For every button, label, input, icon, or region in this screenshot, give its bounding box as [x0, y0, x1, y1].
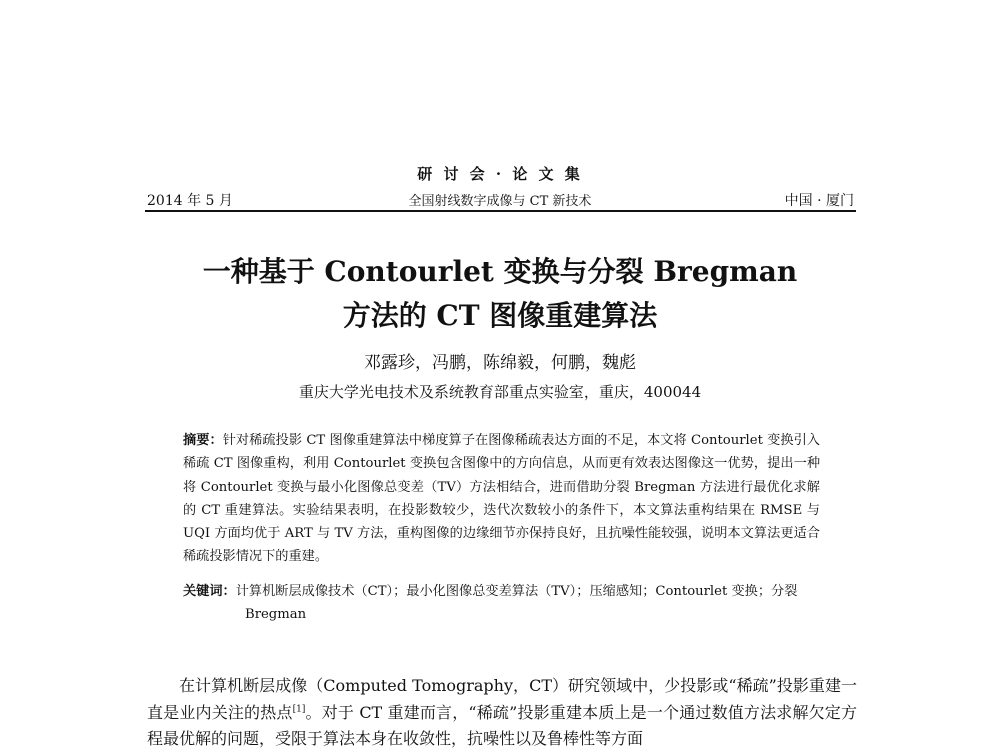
conference-location: 中国 · 厦门 — [784, 193, 854, 209]
affiliation: 重庆大学光电技术及系统教育部重点实验室，重庆，400044 — [298, 383, 702, 401]
abstract — [183, 429, 820, 569]
keywords-text: 计算机断层成像技术（CT）；最小化图像总变差算法（TV）；压缩感知；Contourlet 变换；分裂 Bregman — [235, 584, 798, 623]
abstract-text: 针对稀疏投影 CT 图像重建算法中梯度算子在图像稀疏表达方面的不足，本文将 Contourlet 变换引入稀疏 CT 图像重构，利用 Contourlet 变换包含图像中的方向信息，从而更有效表达图像这一优势，提出一种将 Contourlet 变换与最小化图像总变差（TV）方法相结合，进而借助分裂 Bregman 方法进行最优化求解的 CT 重建算法。实验结果表明，在投影数较少，迭代次数较小的条件下，本文算法重构结果在 RMSE 与 UQI 方面均优于 ART 与 TV 方法，重构图像的边缘细节亦保持良好，且抗噪性能较强，说明本文算法更适合稀疏投影情况下的重建。 — [183, 433, 820, 565]
header-rule — [145, 210, 856, 212]
keywords — [183, 580, 820, 627]
paper-title-line-1: 一种基于 Contourlet 变换与分裂 Bregman — [202, 255, 798, 288]
body-paragraph — [147, 673, 857, 753]
publication-date: 2014 年 5 月 — [147, 193, 233, 209]
conference-name: 全国射线数字成像与 CT 新技术 — [408, 194, 592, 209]
citation-ref: [1] — [292, 704, 306, 715]
body-text-part-2: 。对于 CT 重建而言，“稀疏”投影重建本质上是一个通过数值方法求解欠定方程最优解的问题，受限于算法本身在收敛性，抗噪性以及鲁棒性等方面 — [147, 702, 857, 748]
keywords-label: 关键词： — [183, 584, 236, 599]
body-text-part-1: 在计算机断层成像（Computed Tomography，CT）研究领域中，少投影或“稀疏”投影重建一直是业内关注的热点 — [147, 676, 857, 722]
proceedings-series: 研 讨 会 · 论 文 集 — [417, 165, 583, 183]
paper-title-line-2: 方法的 CT 图像重建算法 — [342, 299, 658, 332]
author-list: 邓露珍，冯鹏，陈绵毅，何鹏，魏彪 — [364, 353, 636, 373]
abstract-label: 摘要： — [183, 433, 223, 448]
